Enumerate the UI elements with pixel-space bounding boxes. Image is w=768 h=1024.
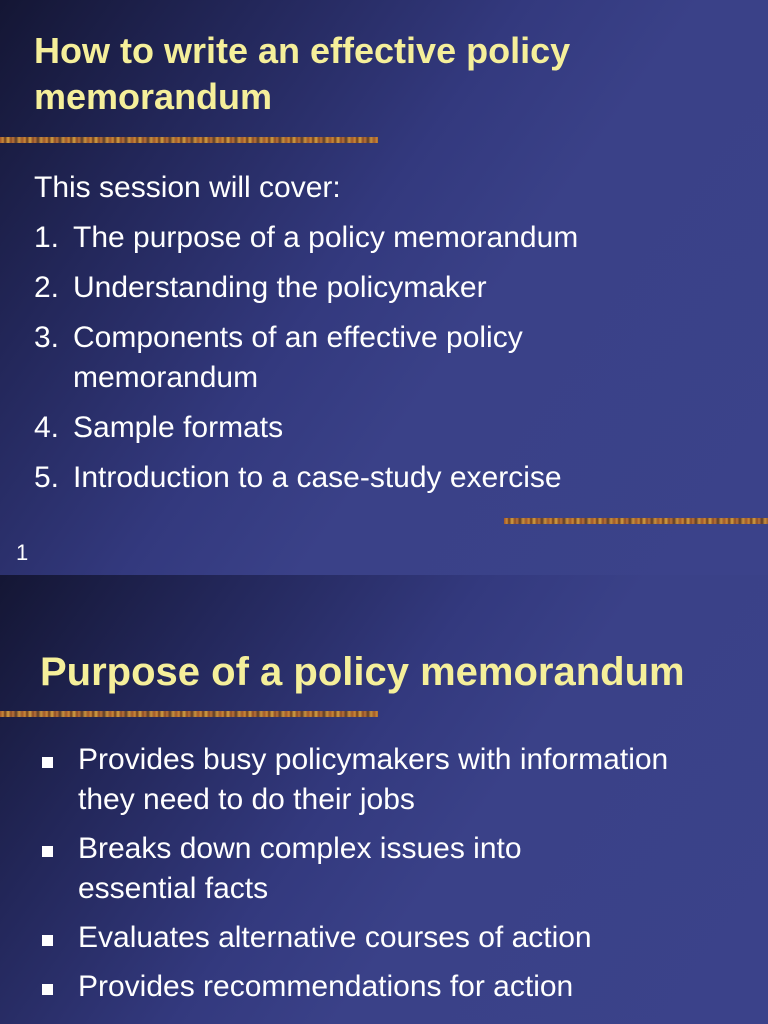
list-item — [34, 218, 714, 258]
list-number: 4. — [34, 411, 60, 444]
square-bullet-icon — [42, 935, 53, 946]
list-item — [42, 967, 742, 1007]
list-item-text: Evaluates alternative courses of action — [78, 921, 592, 954]
list-item-text: Sample formats — [73, 411, 284, 444]
list-item — [42, 918, 742, 958]
list-number: 3. — [34, 321, 60, 354]
session-intro: This session will cover: — [34, 171, 341, 204]
list-item — [34, 318, 714, 398]
decorative-band-top — [0, 711, 378, 717]
square-bullet-icon — [42, 757, 53, 768]
list-item-text: Provides busy policymakers with information they need to do their jobs — [78, 743, 669, 816]
list-item — [42, 740, 742, 820]
square-bullet-icon — [42, 846, 53, 857]
list-number: 1. — [34, 221, 60, 254]
list-item — [34, 408, 714, 448]
slide-2 — [0, 575, 768, 1024]
session-topics-list — [34, 218, 714, 508]
list-item-text: Understanding the policymaker — [73, 271, 487, 304]
decorative-band-bottom — [504, 518, 768, 524]
decorative-band-top — [0, 137, 378, 143]
list-item-text: The purpose of a policy memorandum — [73, 221, 579, 254]
slide-2-title: Purpose of a policy memorandum — [40, 650, 685, 694]
list-item — [34, 458, 714, 498]
page-number: 1 — [16, 540, 29, 565]
list-item — [34, 268, 714, 308]
list-item — [42, 829, 742, 909]
list-item-text: Components of an effective policy memorandum — [73, 321, 523, 394]
slide-1-title: How to write an effective policy memorandum — [34, 30, 571, 117]
square-bullet-icon — [42, 984, 53, 995]
list-item-text: Breaks down complex issues into essential facts — [78, 832, 522, 905]
list-number: 2. — [34, 271, 60, 304]
list-number: 5. — [34, 461, 60, 494]
purpose-bullet-list — [42, 740, 742, 1016]
list-item-text: Introduction to a case-study exercise — [73, 461, 562, 494]
list-item-text: Provides recommendations for action — [78, 970, 574, 1003]
